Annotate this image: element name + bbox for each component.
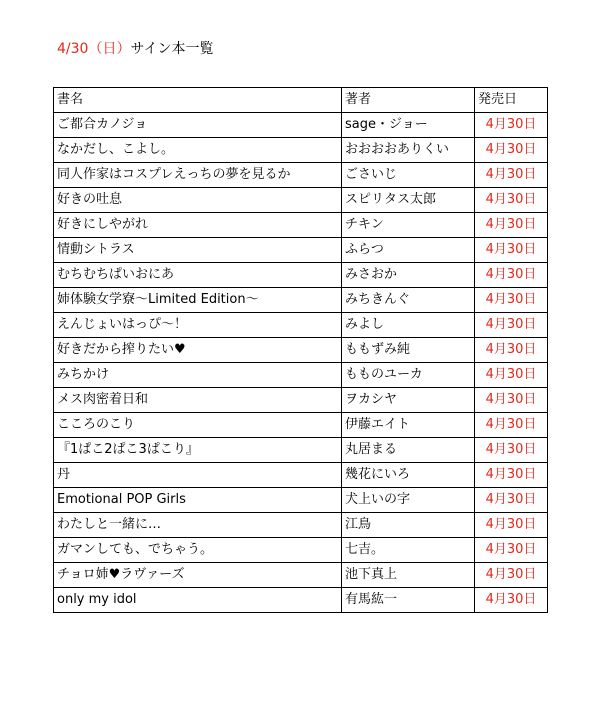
release-date-cell: 4月30日: [475, 413, 548, 438]
author-cell: ヲカシヤ: [342, 388, 475, 413]
table-row: [54, 113, 548, 138]
table-row: [54, 288, 548, 313]
table-row: [54, 138, 548, 163]
book-title-cell: むちむちぱいおにあ: [54, 263, 342, 288]
header-release-date: 発売日: [475, 88, 548, 113]
book-title-cell: 丹: [54, 463, 342, 488]
heading-date: 4/30（日）: [57, 41, 131, 57]
release-date-cell: 4月30日: [475, 288, 548, 313]
table-row: [54, 538, 548, 563]
book-title-cell: メス肉密着日和: [54, 388, 342, 413]
book-title-cell: 同人作家はコスプレえっちの夢を見るか: [54, 163, 342, 188]
book-title-cell: 好きだから搾りたい♥: [54, 338, 342, 363]
table-row: [54, 488, 548, 513]
book-title-cell: わたしと一緒に…: [54, 513, 342, 538]
table-row: [54, 338, 548, 363]
author-cell: 有馬紘一: [342, 588, 475, 613]
table-row: [54, 588, 548, 613]
book-title-cell: チョロ姉♥ラヴァーズ: [54, 563, 342, 588]
release-date-cell: 4月30日: [475, 438, 548, 463]
author-cell: ふらつ: [342, 238, 475, 263]
author-cell: ももずみ純: [342, 338, 475, 363]
author-cell: 幾花にいろ: [342, 463, 475, 488]
release-date-cell: 4月30日: [475, 238, 548, 263]
table-header-row: [54, 88, 548, 113]
table-row: [54, 463, 548, 488]
book-title-cell: 情動シトラス: [54, 238, 342, 263]
author-cell: みよし: [342, 313, 475, 338]
book-title-cell: 好きの吐息: [54, 188, 342, 213]
release-date-cell: 4月30日: [475, 338, 548, 363]
release-date-cell: 4月30日: [475, 188, 548, 213]
release-date-cell: 4月30日: [475, 563, 548, 588]
table-row: [54, 413, 548, 438]
table-body: [54, 113, 548, 613]
release-date-cell: 4月30日: [475, 213, 548, 238]
table-row: [54, 238, 548, 263]
release-date-cell: 4月30日: [475, 488, 548, 513]
author-cell: sage・ジョー: [342, 113, 475, 138]
book-title-cell: みちかけ: [54, 363, 342, 388]
table-row: [54, 188, 548, 213]
release-date-cell: 4月30日: [475, 113, 548, 138]
book-title-cell: 姉体験女学寮～Limited Edition～: [54, 288, 342, 313]
release-date-cell: 4月30日: [475, 263, 548, 288]
book-title-cell: こころのこり: [54, 413, 342, 438]
table-row: [54, 388, 548, 413]
author-cell: おおおおありくい: [342, 138, 475, 163]
table-row: [54, 513, 548, 538]
release-date-cell: 4月30日: [475, 363, 548, 388]
release-date-cell: 4月30日: [475, 538, 548, 563]
book-title-cell: ガマンしても、でちゃう。: [54, 538, 342, 563]
author-cell: チキン: [342, 213, 475, 238]
book-title-cell: 好きにしやがれ: [54, 213, 342, 238]
release-date-cell: 4月30日: [475, 463, 548, 488]
table-row: [54, 563, 548, 588]
table-row: [54, 263, 548, 288]
release-date-cell: 4月30日: [475, 163, 548, 188]
release-date-cell: 4月30日: [475, 513, 548, 538]
book-title-cell: only my idol: [54, 588, 342, 613]
author-cell: 池下真上: [342, 563, 475, 588]
table-row: [54, 163, 548, 188]
author-cell: 犬上いの字: [342, 488, 475, 513]
book-title-cell: 『1ぱこ2ぱこ3ぱこり』: [54, 438, 342, 463]
book-title-cell: えんじょいはっぴ～！: [54, 313, 342, 338]
author-cell: 丸居まる: [342, 438, 475, 463]
page-heading: [57, 40, 213, 58]
author-cell: 江鳥: [342, 513, 475, 538]
table-row: [54, 438, 548, 463]
header-author: 著者: [342, 88, 475, 113]
release-date-cell: 4月30日: [475, 313, 548, 338]
signed-books-table: [53, 87, 548, 613]
heading-title: サイン本一覧: [130, 41, 214, 57]
author-cell: スピリタス太郎: [342, 188, 475, 213]
author-cell: もものユーカ: [342, 363, 475, 388]
table-row: [54, 213, 548, 238]
release-date-cell: 4月30日: [475, 138, 548, 163]
book-title-cell: ご都合カノジョ: [54, 113, 342, 138]
book-title-cell: Emotional POP Girls: [54, 488, 342, 513]
header-title: 書名: [54, 88, 342, 113]
table-row: [54, 313, 548, 338]
author-cell: みちきんぐ: [342, 288, 475, 313]
book-title-cell: なかだし、こよし。: [54, 138, 342, 163]
author-cell: 七吉。: [342, 538, 475, 563]
author-cell: みさおか: [342, 263, 475, 288]
author-cell: ごさいじ: [342, 163, 475, 188]
table-row: [54, 363, 548, 388]
release-date-cell: 4月30日: [475, 588, 548, 613]
author-cell: 伊藤エイト: [342, 413, 475, 438]
release-date-cell: 4月30日: [475, 388, 548, 413]
